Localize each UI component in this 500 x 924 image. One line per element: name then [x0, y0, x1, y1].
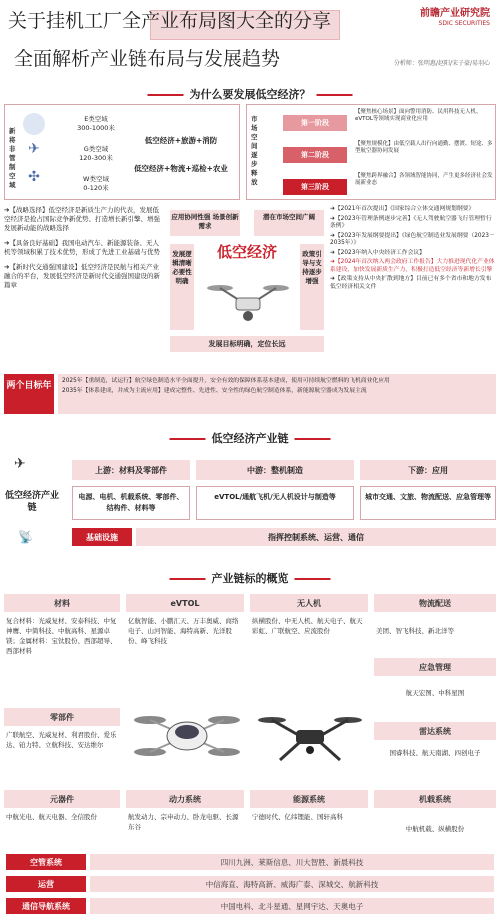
app-title: 应用协同性强 场景创新需求	[170, 210, 240, 236]
row-atc-value: 四川九洲、莱斯信息、川大智胜、新晨科技	[90, 854, 494, 870]
header-energy: 能源系统	[250, 790, 368, 808]
policy-3: ➔【2023年发展纲要提出】《绿色航空制造业发展纲要（2023－2035年）》	[330, 232, 495, 246]
logo-en: SDIC SECURITIES	[438, 20, 490, 27]
targets-label: 两个目标年	[4, 374, 54, 414]
header-logistics: 物流配送	[374, 594, 496, 612]
header-emergency: 应急管理	[374, 658, 496, 676]
components-text: 中航光电、航天电器、全信股份	[6, 813, 97, 821]
eco-logistics: 低空经济+物流+巡检+农业	[134, 164, 228, 173]
left-side: 发展逻辑清晰必要性明确	[170, 244, 194, 330]
target-2025: 2025年【重制造，试运行】航空绿色制造水平全面提升，安全有效的保障体系基本建成，使用可持续航空燃料的飞机商业化应用	[62, 378, 390, 384]
globe-icon	[23, 113, 45, 135]
stages-panel	[246, 104, 496, 200]
row-ops-label: 运营	[6, 876, 86, 892]
airspace-w: W类空域 0-120米	[83, 175, 109, 192]
upstream-items: 电源、电机、机载系统、零部件、结构件、材料等	[72, 486, 190, 520]
page-title: 关于挂机工厂全产业布局图大全的分享	[8, 10, 332, 32]
signal-icon: 📡	[18, 530, 33, 544]
header-parts: 零部件	[4, 708, 120, 726]
authors: 分析师：张明惠/赵阳/宋子豪/易羽心	[393, 60, 490, 67]
stage-1-text: 【聚焦核心场景】面向警用消防、民用科技无人机、eVTOL等领域实现商业化应用	[355, 109, 482, 122]
policy-1: ➔【2021年首次提出】《国家综合立体交通网规划纲要》	[330, 206, 475, 212]
strategy-3: ➔【新时代交通强国建设】低空经济是民航与相关产业融合的平台，发展低空经济是新时代交通强国建设的新篇章	[4, 263, 160, 289]
eco-tourism: 低空经济+旅游+消防	[144, 136, 218, 145]
right-side: 政策引导与支持逐步增强	[300, 244, 324, 330]
center-label: 低空经济	[216, 243, 277, 261]
stage-3: 第三阶段	[283, 179, 347, 195]
downstream-header: 下游：应用	[360, 460, 496, 480]
policy-2: ➔【2023年管理条例逐步完善】《无人驾驶航空器飞行管理暂行条例》	[330, 215, 492, 229]
row-nav-label: 通信导航系统	[6, 898, 86, 914]
airborne-text: 中航机载、纵横股份	[405, 825, 465, 833]
jet-icon: ✈	[28, 141, 40, 157]
uav-text: 纵横股份、中无人机、航天电子、航天彩虹、广联航空、应流股份	[252, 617, 363, 635]
header-uav: 无人机	[250, 594, 368, 612]
section-title-why: 为什么要发展低空经济？	[142, 86, 359, 102]
bottom-bar: 发展目标明确，定位长远	[170, 336, 324, 352]
airspace-label: 新将非管制空域	[9, 127, 16, 189]
chain-left-label: 低空经济产业链	[4, 491, 59, 513]
infra-label: 基础设施	[72, 528, 132, 546]
airspace-e: E类空域 300-1000米	[77, 115, 115, 132]
header-evtol: eVTOL	[126, 594, 244, 612]
row-nav-value: 中国电科、北斗星通、星网宇达、天奥电子	[90, 898, 494, 914]
strategy-1: ➔【战略选择】低空经济是新质生产力的代表，发展低空经济是抢占国际竞争新优势、打造增长新引擎、增强发展新动能的战略选择	[4, 206, 160, 232]
materials-text: 复合材料：光威复材、安泰科技、中复神鹰、中简科技、中航高科、星源卓镁；金属材料：宝钛股份、西部超导、西部材料	[6, 617, 117, 655]
row-atc-label: 空管系统	[6, 854, 86, 870]
airspace-g: G类空域 120-300米	[79, 145, 113, 162]
radar-text: 国睿科技、航天南湖、四创电子	[389, 749, 481, 757]
header-radar: 雷达系统	[374, 722, 496, 740]
stage-3-text: 【聚焦跨界融合】各领域智能协同，产生更多经济社会发展新业态	[355, 173, 493, 186]
strategy-2: ➔【具备良好基础】我国电动汽车、新能源装备、无人机等领域积累了技术优势，形成了先进工业基础与优势	[4, 239, 160, 256]
header-power: 动力系统	[126, 790, 244, 808]
targets-panel	[58, 374, 496, 414]
logistics-text: 美团、智飞科技、新北洋等	[376, 627, 454, 635]
power-text: 航发动力、宗申动力、卧龙电驱、长源东谷	[128, 813, 239, 831]
airspace-panel	[4, 104, 240, 200]
midstream-header: 中游：整机制造	[196, 460, 354, 480]
header-airborne: 机载系统	[374, 790, 496, 808]
row-ops	[0, 874, 500, 894]
plane-icon: ✈	[14, 456, 26, 472]
energy-text: 宁德时代、亿纬锂能、国轩高科	[252, 813, 343, 821]
logo: 前瞻产业研究院	[420, 8, 490, 19]
strategy-list	[4, 206, 164, 366]
policy-list	[330, 206, 496, 366]
emergency-text: 航天宏图、中科星图	[405, 689, 465, 697]
row-ops-value: 中信海直、海特高新、威海广泰、深城交、航新科技	[90, 876, 494, 892]
row-nav	[0, 896, 500, 916]
section-title-chain: 低空经济产业链	[164, 430, 337, 446]
policy-6: ➔【政策支持从中央扩散到地方】目前已有多个省市和地方发布低空经济相关文件	[330, 276, 492, 290]
downstream-items: 城市交通、文旅、物流配送、应急管理等	[360, 486, 496, 520]
header-materials: 材料	[4, 594, 120, 612]
evtol-illustration	[132, 700, 242, 776]
midstream-items: eVTOL/通航飞机/无人机设计与制造等	[196, 486, 354, 520]
stage-1: 第一阶段	[283, 115, 347, 131]
header	[0, 0, 500, 80]
infra-items: 指挥控制系统、运营、通信	[136, 528, 496, 546]
upstream-header: 上游：材料及零部件	[72, 460, 190, 480]
stage-2-text: 【聚焦规模化】由低空载人出行向通勤、摆渡、短途、多型航空器协同发展	[355, 141, 493, 154]
policy-4: ➔【2023年纳入中央经济工作会议】	[330, 249, 425, 256]
policy-5: ➔【2024年首次纳入两会政府工作报告】大力推进现代化产业体系建设，加快发展新质生产力，积极打造低空经济等新增长引擎	[330, 259, 495, 273]
evtol-text: 亿航智能、小鹏汇天、万丰奥威、商络电子、山河智能、海特高新、光洋股份、峰飞科技	[128, 617, 239, 645]
market-title: 潜在市场空间广阔	[254, 210, 324, 236]
page-subtitle: 全面解析产业链布局与发展趋势	[14, 48, 281, 70]
target-2035: 2035年【体系建成，并成为主流应用】建成完整性、先进性、安全性的绿色航空制造体系，新能源航空器成为发展主流	[62, 388, 367, 394]
stage-label: 市场空间逐步释放	[251, 115, 258, 186]
section-title-overview: 产业链标的概览	[164, 570, 337, 586]
parts-text: 广联航空、光威复材、利君股份、爱乐达、铂力特、立航科技、安达维尔	[6, 731, 117, 749]
drone-icon: ✣	[28, 169, 40, 185]
uav-illustration	[256, 704, 364, 772]
stage-2: 第二阶段	[283, 147, 347, 163]
drone-illustration	[206, 280, 290, 328]
header-components: 元器件	[4, 790, 120, 808]
row-atc	[0, 852, 500, 872]
